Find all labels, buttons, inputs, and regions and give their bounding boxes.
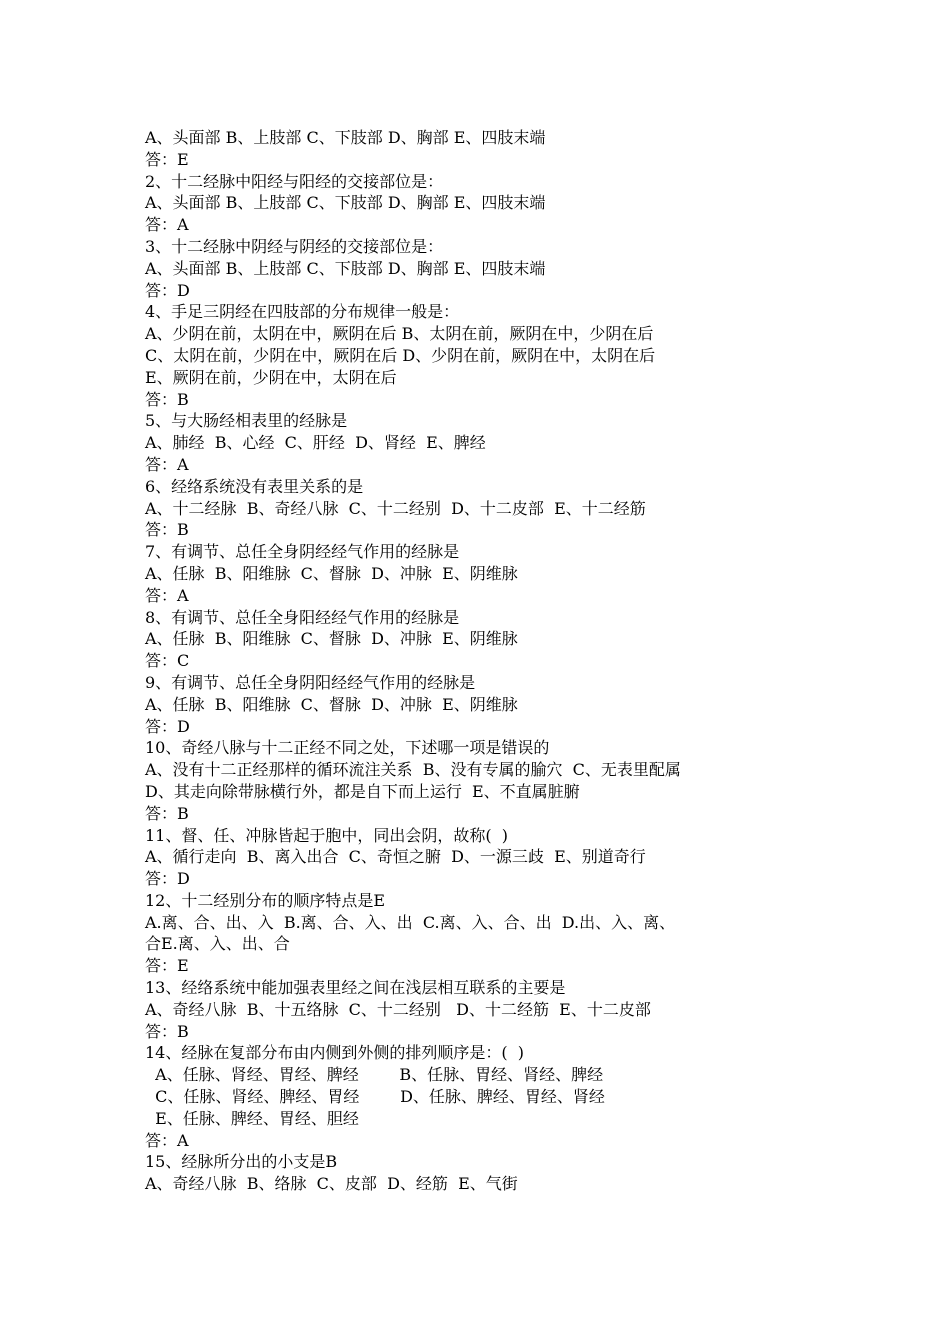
answer-line: 答：B [145, 803, 189, 823]
question-line: 10、奇经八脉与十二正经不同之处，下述哪一项是错误的 [145, 738, 550, 758]
question-line: 4、手足三阴经在四肢部的分布规律一般是： [145, 302, 460, 322]
question-line: 8、有调节、总任全身阳经经气作用的经脉是 [145, 607, 460, 627]
answer-line: 答：D [145, 280, 190, 300]
answer-line: 答：A [145, 585, 189, 605]
options-line: A、任脉 B、阳维脉 C、督脉 D、冲脉 E、阴维脉 [145, 563, 518, 583]
question-line: 2、十二经脉中阳经与阳经的交接部位是： [145, 171, 444, 191]
options-line: A、十二经脉 B、奇经八脉 C、十二经别 D、十二皮部 E、十二经筋 [145, 498, 646, 518]
options-line: A、少阴在前，太阴在中，厥阴在后 B、太阴在前，厥阴在中，少阴在后 [145, 324, 654, 344]
question-line: 11、督、任、冲脉皆起于胞中，同出会阴，故称( ) [145, 825, 509, 845]
question-line: 6、经络系统没有表里关系的是 [145, 476, 364, 496]
question-line: 13、经络系统中能加强表里经之间在浅层相互联系的主要是 [145, 978, 566, 998]
answer-line: 答：B [145, 520, 189, 540]
options-line: A、头面部 B、上肢部 C、下肢部 D、胸部 E、四肢末端 [145, 258, 546, 278]
options-line: A、肺经 B、心经 C、肝经 D、肾经 E、脾经 [145, 433, 486, 453]
question-line: 7、有调节、总任全身阴经经气作用的经脉是 [145, 542, 460, 562]
options-line: C、太阴在前，少阴在中，厥阴在后 D、少阴在前，厥阴在中，太阴在后 [145, 345, 656, 365]
answer-line: 答：A [145, 215, 189, 235]
question-line: 12、十二经别分布的顺序特点是E [145, 890, 386, 910]
options-line: A.离、合、出、入 B.离、合、入、出 C.离、入、合、出 D.出、入、离、 [145, 912, 676, 932]
question-line: 3、十二经脉中阴经与阴经的交接部位是： [145, 236, 444, 256]
answer-line: 答：D [145, 716, 190, 736]
answer-line: 答：B [145, 1021, 189, 1041]
options-line: A、奇经八脉 B、十五络脉 C、十二经别 D、十二经筋 E、十二皮部 [145, 999, 651, 1019]
answer-line: 答：C [145, 651, 190, 671]
options-line: A、任脉、肾经、胃经、脾经 B、任脉、胃经、肾经、脾经 [145, 1065, 604, 1085]
options-line: E、厥阴在前，少阴在中，太阴在后 [145, 367, 397, 387]
answer-line: 答：A [145, 1130, 189, 1150]
question-line: 5、与大肠经相表里的经脉是 [145, 411, 348, 431]
options-line: A、循行走向 B、离入出合 C、奇恒之腑 D、一源三歧 E、别道奇行 [145, 847, 646, 867]
answer-line: 答：B [145, 389, 189, 409]
options-line: D、其走向除带脉横行外，都是自下而上运行 E、不直属脏腑 [145, 781, 580, 801]
question-line: 14、经脉在复部分布由内侧到外侧的排列顺序是：( ) [145, 1043, 525, 1063]
document-body [145, 127, 805, 1195]
options-line: A、任脉 B、阳维脉 C、督脉 D、冲脉 E、阴维脉 [145, 629, 518, 649]
answer-line: 答：E [145, 149, 189, 169]
options-line: A、没有十二正经那样的循环流注关系 B、没有专属的腧穴 C、无表里配属 [145, 760, 681, 780]
options-line: 合E.离、入、出、合 [145, 934, 290, 954]
question-line: 15、经脉所分出的小支是B [145, 1152, 338, 1172]
options-line: A、头面部 B、上肢部 C、下肢部 D、胸部 E、四肢末端 [145, 193, 546, 213]
options-line: E、任脉、脾经、胃经、胆经 [145, 1108, 359, 1128]
answer-line: 答：A [145, 454, 189, 474]
answer-line: 答：D [145, 869, 190, 889]
options-line: A、奇经八脉 B、络脉 C、皮部 D、经筋 E、气街 [145, 1174, 518, 1194]
options-line: C、任脉、肾经、脾经、胃经 D、任脉、脾经、胃经、肾经 [145, 1087, 605, 1107]
text-line: A、头面部 B、上肢部 C、下肢部 D、胸部 E、四肢末端 [145, 128, 546, 147]
answer-line: 答：E [145, 956, 189, 976]
options-line: A、任脉 B、阳维脉 C、督脉 D、冲脉 E、阴维脉 [145, 694, 518, 714]
question-line: 9、有调节、总任全身阴阳经经气作用的经脉是 [145, 672, 476, 692]
